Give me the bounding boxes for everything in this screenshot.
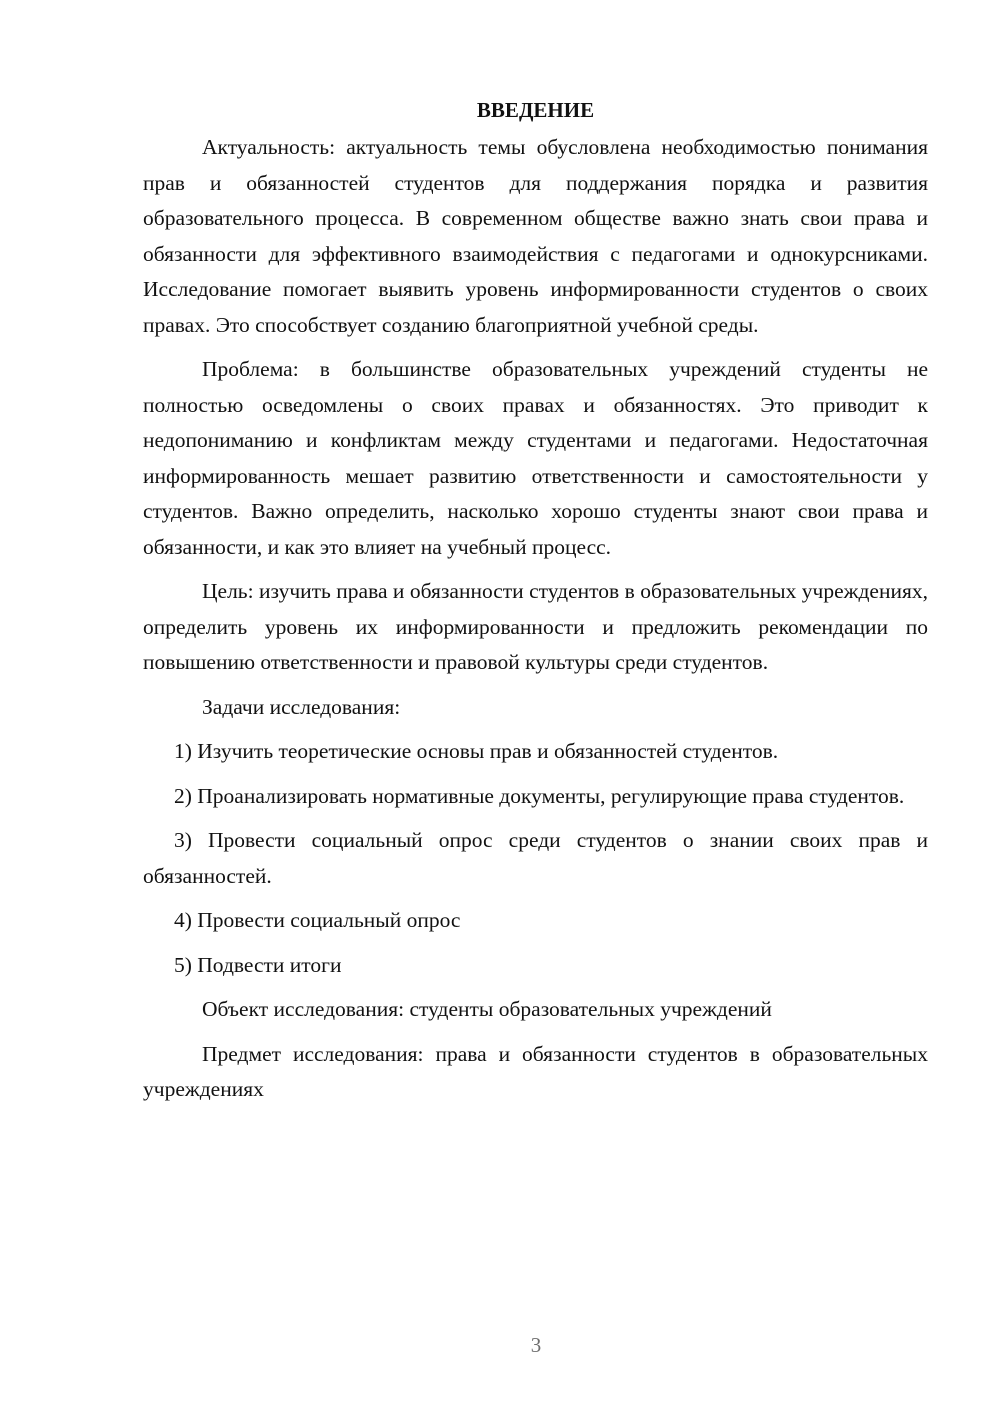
research-object: Объект исследования: студенты образовательных учреждений: [202, 997, 772, 1021]
task-item-3: 3) Провести социальный опрос среди студентов о знании своих прав и обязанностей.: [143, 828, 928, 888]
paragraph-relevance: Актуальность: актуальность темы обусловлена необходимостью понимания прав и обязанностей студентов для поддержания порядка и развития образовательного процесса. В современном обществе важно знать свои права и обязанности для эффективного взаимодействия с педагогами и однокурсниками. Исследование помогает выявить уровень информированности студентов о своих правах. Это способствует созданию благоприятной учебной среды.: [143, 135, 928, 337]
section-heading: ВВЕДЕНИЕ: [476, 98, 595, 122]
task-item-2: 2) Проанализировать нормативные документы, регулирующие права студентов.: [174, 783, 905, 808]
task-item-1: 1) Изучить теоретические основы прав и обязанностей студентов.: [174, 739, 779, 763]
tasks-title: Задачи исследования:: [202, 694, 401, 719]
research-subject: Предмет исследования: права и обязанности студентов в образовательных учреждениях: [143, 1041, 928, 1101]
paragraph-goal: Цель: изучить права и обязанности студентов в образовательных учреждениях, определить уровень их информированности и предложить рекомендации по повышению ответственности и правовой культуры среди студентов.: [143, 579, 928, 674]
page-content: [143, 92, 928, 1117]
task-item-5: 5) Подвести итоги: [174, 952, 342, 977]
task-item-4: 4) Провести социальный опрос: [174, 908, 461, 932]
page-number: 3: [530, 1333, 542, 1357]
paragraph-problem: Проблема: в большинстве образовательных учреждений студенты не полностью осведомлены о своих правах и обязанностях. Это приводит к недопониманию и конфликтам между студентами и педагогами. Недостаточная информированность мешает развитию ответственности и самостоятельности у студентов. Важно определить, насколько хорошо студенты знают свои права и обязанности, и как это влияет на учебный процесс.: [143, 357, 928, 559]
